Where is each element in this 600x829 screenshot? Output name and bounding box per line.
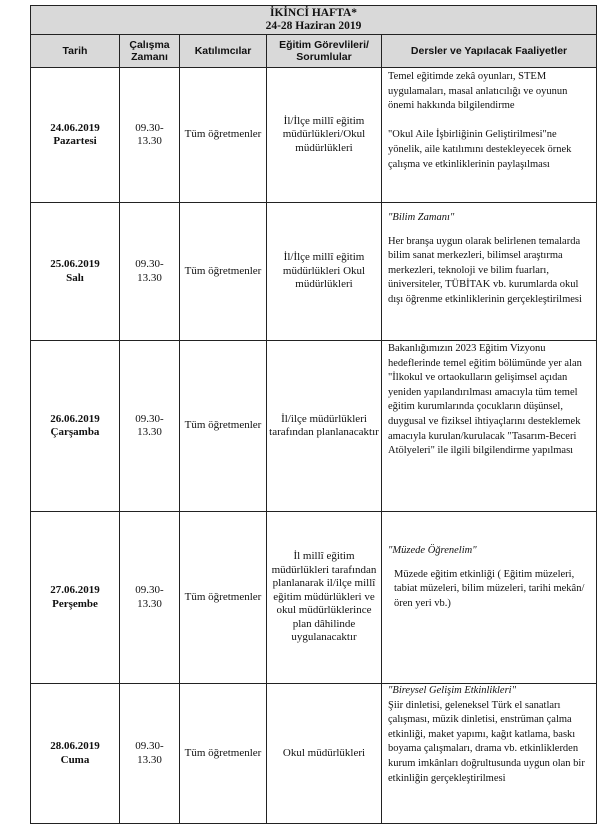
time-end: 13.30 — [137, 753, 162, 766]
activity-cell — [382, 341, 597, 512]
activity-text: Bakanlığımızın 2023 Eğitim Vizyonu hedeflerinde temel eğitim bölümünde yer alan "İlkokul ve ortaokulların gelişimsel açıdan yeniden yapılandırılması amacıyla tüm temel eğitim kurumlarında çocukların düşünsel, duygusal ve fiziksel ihtiyaçlarını desteklemek amacıyla kurulan/kurulacak "Tasarım-Beceri Atölyeleri" ile ilgili bilgilendirme yapılması — [388, 343, 582, 457]
header-date: Tarih — [31, 35, 120, 68]
table-title — [31, 6, 597, 35]
row-day: Perşembe — [52, 597, 98, 610]
participants-cell: Tüm öğretmenler — [180, 512, 267, 684]
schedule-table — [30, 5, 597, 824]
time-end: 13.30 — [137, 597, 162, 610]
table-row — [31, 68, 597, 203]
table-row — [31, 203, 597, 341]
table-row — [31, 341, 597, 512]
participants-cell: Tüm öğretmenler — [180, 203, 267, 341]
activity-text: Her branşa uygun olarak belirlenen temalarda bilim sanat merkezleri, bilimsel araştırma merkezleri, teknoloji ve bilim fuarları, üniversiteler, TÜBİTAK vb. kurumlarda okul dışı öğrenme etkinliklerinin gerçekleştirilmesi — [388, 235, 582, 305]
time-start: 09.30- — [135, 584, 164, 596]
row-day: Pazartesi — [53, 135, 97, 147]
participants-cell: Tüm öğretmenler — [180, 684, 267, 824]
activity-title: "Müzede Öğrenelim" — [388, 545, 477, 556]
activity-cell — [382, 203, 597, 341]
participants-cell: Tüm öğretmenler — [180, 341, 267, 512]
time-start: 09.30- — [135, 740, 164, 752]
responsible-cell: İl/İlçe millî eğitim müdürlükleri Okul müdürlükleri — [267, 203, 382, 341]
activity-title: "Bilim Zamanı" — [388, 212, 455, 223]
date-cell — [31, 512, 120, 684]
date-cell — [31, 684, 120, 824]
row-day: Salı — [66, 271, 84, 284]
header-responsible: Eğitim Görevlileri/ Sorumlular — [267, 35, 382, 68]
responsible-cell: İl millî eğitim müdürlükleri tarafından planlanarak il/ilçe millî eğitim müdürlükleri ve okul müdürlüklerince plan dâhilinde uygulanacaktır — [267, 512, 382, 684]
time-cell — [120, 684, 180, 824]
row-date: 27.06.2019 — [50, 584, 100, 596]
time-cell — [120, 341, 180, 512]
time-start: 09.30- — [135, 412, 164, 425]
activity-cell — [382, 68, 597, 203]
time-end: 13.30 — [137, 135, 162, 147]
time-cell — [120, 512, 180, 684]
activity-text: Müzede eğitim etkinliği ( Eğitim müzeleri, tabiat müzeleri, bilim müzeleri, tarihi mekân/ören yeri vb.) — [394, 568, 585, 609]
date-cell — [31, 68, 120, 203]
time-end: 13.30 — [137, 271, 162, 284]
activity-cell — [382, 512, 597, 684]
row-date: 28.06.2019 — [50, 740, 100, 752]
header-activities: Dersler ve Yapılacak Faaliyetler — [382, 35, 597, 68]
row-date: 26.06.2019 — [50, 412, 100, 425]
activity-cell — [382, 684, 597, 824]
activity-text: Şiir dinletisi, geleneksel Türk el sanatları çalışması, müzik dinletisi, enstrüman çalma etkinliği, maket yapımı, kağıt katlama, baskı boyama çalışmaları, drama vb. etkinliklerden kurum imkânları doğrultusunda uygun olan bir etkinliğin gerçekleştirilmesi — [388, 699, 585, 784]
table-row — [31, 512, 597, 684]
responsible-cell: Okul müdürlükleri — [267, 684, 382, 824]
activity-title: "Bireysel Gelişim Etkinlikleri" — [388, 685, 516, 696]
responsible-cell: İl/ilçe müdürlükleri tarafından planlanacaktır — [267, 341, 382, 512]
row-date: 24.06.2019 — [50, 121, 100, 134]
activity-text: Temel eğitimde zekâ oyunları, STEM uygulamaları, masal anlatıcılığı ve oyunun önemi hakkında bilgilendirme "Okul Aile İşbirliğinin Geliştirilmesi"ne yönelik, aile katılımını destekleyecek örnek çalışma ve etkinliklerinin paylaşılması — [388, 71, 572, 170]
week-title: İKİNCİ HAFTA* — [270, 7, 358, 19]
participants-cell: Tüm öğretmenler — [180, 68, 267, 203]
responsible-cell: İl/İlçe millî eğitim müdürlükleri/Okul müdürlükleri — [267, 68, 382, 203]
header-time: Çalışma Zamanı — [120, 35, 180, 68]
week-dates: 24-28 Haziran 2019 — [265, 20, 362, 32]
date-cell — [31, 341, 120, 512]
header-participants: Katılımcılar — [180, 35, 267, 68]
row-day: Cuma — [60, 753, 90, 766]
time-start: 09.30- — [135, 258, 164, 270]
table-row — [31, 684, 597, 824]
time-cell — [120, 203, 180, 341]
row-date: 25.06.2019 — [50, 258, 100, 270]
time-cell — [120, 68, 180, 203]
time-start: 09.30- — [135, 121, 164, 134]
row-day: Çarşamba — [50, 426, 100, 438]
date-cell — [31, 203, 120, 341]
time-end: 13.30 — [137, 426, 162, 438]
